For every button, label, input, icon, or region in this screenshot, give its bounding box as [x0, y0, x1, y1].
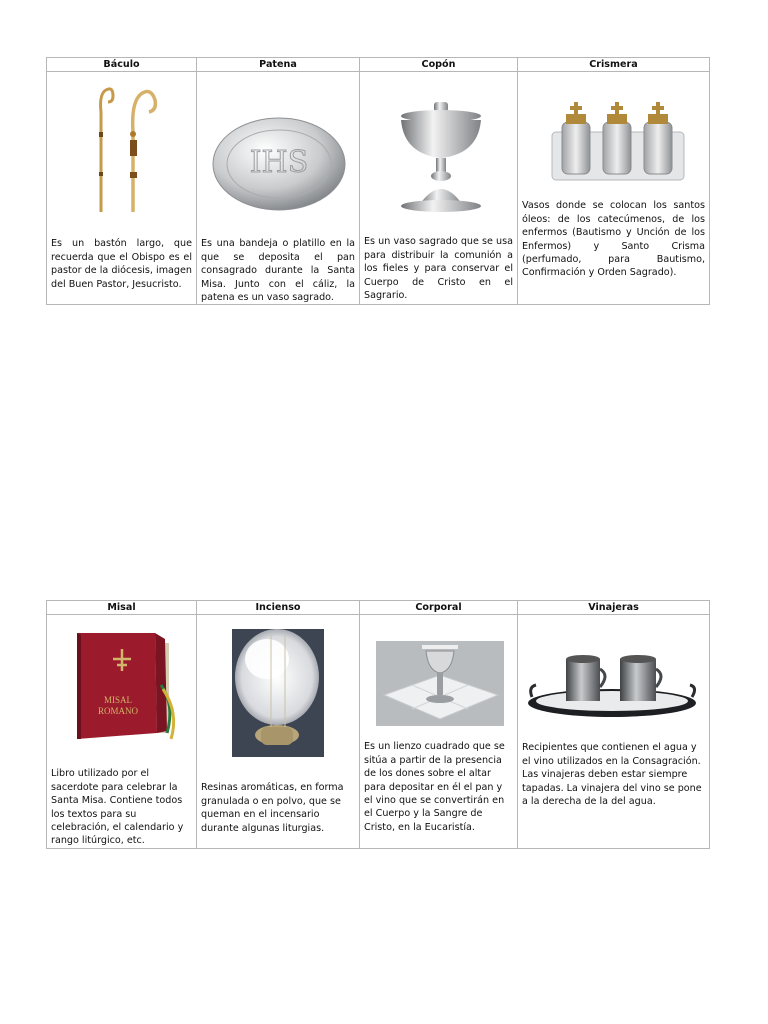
paten-image — [201, 72, 355, 224]
header-baculo: Báculo — [47, 58, 197, 72]
header-incienso: Incienso — [197, 601, 360, 615]
cell-corporal — [360, 615, 518, 848]
desc-patena: Es una bandeja o platillo en la que se deposita el pan consagrado durante la Santa Misa. Junto con el cáliz, la patena es un vaso sagrado. — [201, 238, 355, 304]
missal-book-image — [51, 615, 192, 757]
crosier-image — [51, 72, 192, 224]
header-vinajeras: Vinajeras — [518, 601, 710, 615]
header-copon: Copón — [360, 58, 518, 72]
desc-vinajeras: Recipientes que contienen el agua y el vino utilizados en la Consagración. Las vinajeras deben estar siempre tapadas. La vinajera del vino se pone a la derecha de la del agua. — [522, 742, 702, 808]
cruets-tray-image — [522, 615, 705, 727]
desc-corporal: Es un lienzo cuadrado que se sitúa a partir de la presencia de los dones sobre el altar para depositar en él el pan y el vino que se convertirán en el Cuerpo y la Sangre de Cristo, en la Eucaristía. — [364, 741, 505, 833]
ihs-monogram-icon: IHS — [249, 145, 309, 181]
cell-vinajeras — [518, 615, 710, 848]
svg-text:ROMANO: ROMANO — [97, 706, 139, 717]
chrism-vessels-image — [522, 72, 705, 187]
cell-misal — [47, 615, 197, 848]
corporal-chalice-image — [364, 615, 513, 728]
cell-copon — [360, 72, 518, 305]
liturgical-objects-table-2 — [46, 600, 710, 849]
desc-crismera: Vasos donde se colocan los santos óleos: de los catecúmenos, de los enfermos (Bautismo y Unción de los Enfermos) y Santo Crisma (perfumado, para Bautismo, Confirmación y Orden Sagrado). — [522, 200, 705, 279]
cell-baculo — [47, 72, 197, 305]
ciborium-image — [364, 72, 513, 219]
cell-incienso — [197, 615, 360, 848]
cell-patena — [197, 72, 360, 305]
header-corporal: Corporal — [360, 601, 518, 615]
desc-incienso: Resinas aromáticas, en forma granulada o en polvo, que se queman en el incensario durante algunas liturgias. — [201, 782, 344, 834]
censer-smoke-image — [201, 615, 355, 771]
header-patena: Patena — [197, 58, 360, 72]
cell-crismera — [518, 72, 710, 305]
desc-copon: Es un vaso sagrado que se usa para distribuir la comunión a los fieles y para conservar el Cuerpo de Cristo en el Sagrario. — [364, 236, 513, 302]
header-misal: Misal — [47, 601, 197, 615]
header-crismera: Crismera — [518, 58, 710, 72]
desc-misal: Libro utilizado por el sacerdote para celebrar la Santa Misa. Contiene todos los textos para su celebración, el calendario y rango litúrgico, etc. — [51, 768, 184, 847]
liturgical-objects-table-1 — [46, 57, 710, 305]
desc-baculo: Es un bastón largo, que recuerda que el Obispo es el pastor de la diócesis, imagen del Buen Pastor, Jesucristo. — [51, 238, 192, 290]
svg-text:MISAL: MISAL — [103, 695, 133, 706]
